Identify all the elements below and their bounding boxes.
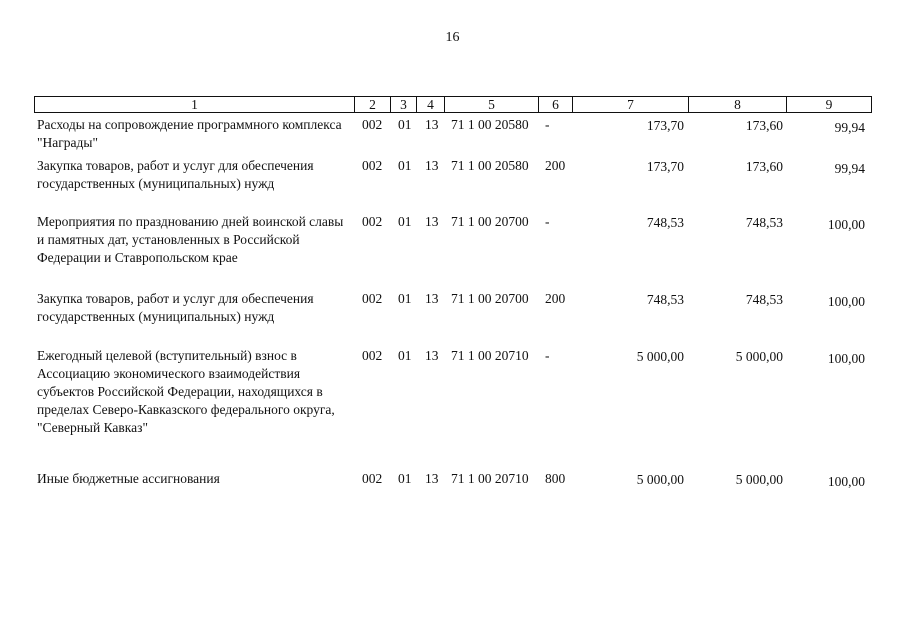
- row-col-3: 01: [398, 471, 412, 486]
- row-col-4: 13: [425, 158, 439, 173]
- row-col-3: 01: [398, 291, 412, 306]
- row-col-9: 100,00: [827, 217, 865, 232]
- row-col-8: 748,53: [745, 215, 783, 230]
- row-description: Ежегодный целевой (вступительный) взнос в Ассоциацию экономического взаимодействия субъектов Российской Федерации, находящихся в пределах Северо-Кавказского федерального округа, "Северный Кавказ": [37, 348, 335, 435]
- header-col-7: 7: [573, 97, 689, 112]
- header-col-9: 9: [825, 97, 833, 112]
- row-col-7: 5 000,00: [636, 349, 684, 364]
- row-col-9: 100,00: [827, 294, 865, 309]
- row-col-4: 13: [425, 117, 439, 132]
- row-col-7: 5 000,00: [636, 472, 684, 487]
- row-col-7: 748,53: [646, 215, 684, 230]
- row-col-5: 71 1 00 20700: [451, 214, 529, 229]
- row-col-6: 200: [545, 291, 566, 306]
- row-col-2: 002: [362, 158, 383, 173]
- row-col-9: 100,00: [827, 474, 865, 489]
- row-col-3: 01: [398, 117, 412, 132]
- row-col-2: 002: [362, 348, 383, 363]
- row-col-5: 71 1 00 20580: [451, 117, 529, 132]
- row-col-3: 01: [398, 158, 412, 173]
- row-col-2: 002: [362, 214, 383, 229]
- row-col-7: 173,70: [646, 159, 684, 174]
- row-description: Мероприятия по празднованию дней воинской славы и памятных дат, установленных в Российской Федерации и Ставропольском крае: [37, 214, 344, 265]
- row-col-2: 002: [362, 471, 383, 486]
- row-col-2: 002: [362, 291, 383, 306]
- row-col-8: 173,60: [745, 159, 783, 174]
- row-col-6: -: [545, 348, 550, 363]
- row-col-5: 71 1 00 20710: [451, 471, 529, 486]
- row-col-4: 13: [425, 291, 439, 306]
- row-col-9: 99,94: [834, 161, 865, 176]
- header-col-2: 2: [355, 97, 391, 112]
- row-col-9: 99,94: [834, 120, 865, 135]
- row-col-8: 5 000,00: [735, 349, 783, 364]
- row-col-5: 71 1 00 20710: [451, 348, 529, 363]
- row-col-6: 200: [545, 158, 566, 173]
- header-col-4: 4: [417, 97, 445, 112]
- row-col-3: 01: [398, 348, 412, 363]
- row-col-8: 5 000,00: [735, 472, 783, 487]
- row-col-7: 748,53: [646, 292, 684, 307]
- row-col-6: -: [545, 117, 550, 132]
- row-col-5: 71 1 00 20700: [451, 291, 529, 306]
- row-col-7: 173,70: [646, 118, 684, 133]
- row-col-8: 173,60: [745, 118, 783, 133]
- row-col-4: 13: [425, 214, 439, 229]
- row-col-6: 800: [545, 471, 566, 486]
- row-col-5: 71 1 00 20580: [451, 158, 529, 173]
- row-description: Закупка товаров, работ и услуг для обеспечения государственных (муниципальных) нужд: [37, 291, 314, 324]
- header-col-8: 8: [689, 97, 787, 112]
- page-number: 16: [445, 30, 460, 45]
- row-col-4: 13: [425, 471, 439, 486]
- row-description: Закупка товаров, работ и услуг для обеспечения государственных (муниципальных) нужд: [37, 158, 314, 191]
- row-col-3: 01: [398, 214, 412, 229]
- row-col-9: 100,00: [827, 351, 865, 366]
- table-header: [34, 96, 872, 113]
- header-col-3: 3: [391, 97, 417, 112]
- header-col-1: 1: [35, 97, 355, 112]
- row-col-8: 748,53: [745, 292, 783, 307]
- row-col-2: 002: [362, 117, 383, 132]
- header-col-5: 5: [445, 97, 539, 112]
- row-description: Расходы на сопровождение программного комплекса "Награды": [37, 117, 342, 150]
- row-col-4: 13: [425, 348, 439, 363]
- header-col-6: 6: [539, 97, 573, 112]
- row-col-6: -: [545, 214, 550, 229]
- row-description: Иные бюджетные ассигнования: [37, 471, 220, 486]
